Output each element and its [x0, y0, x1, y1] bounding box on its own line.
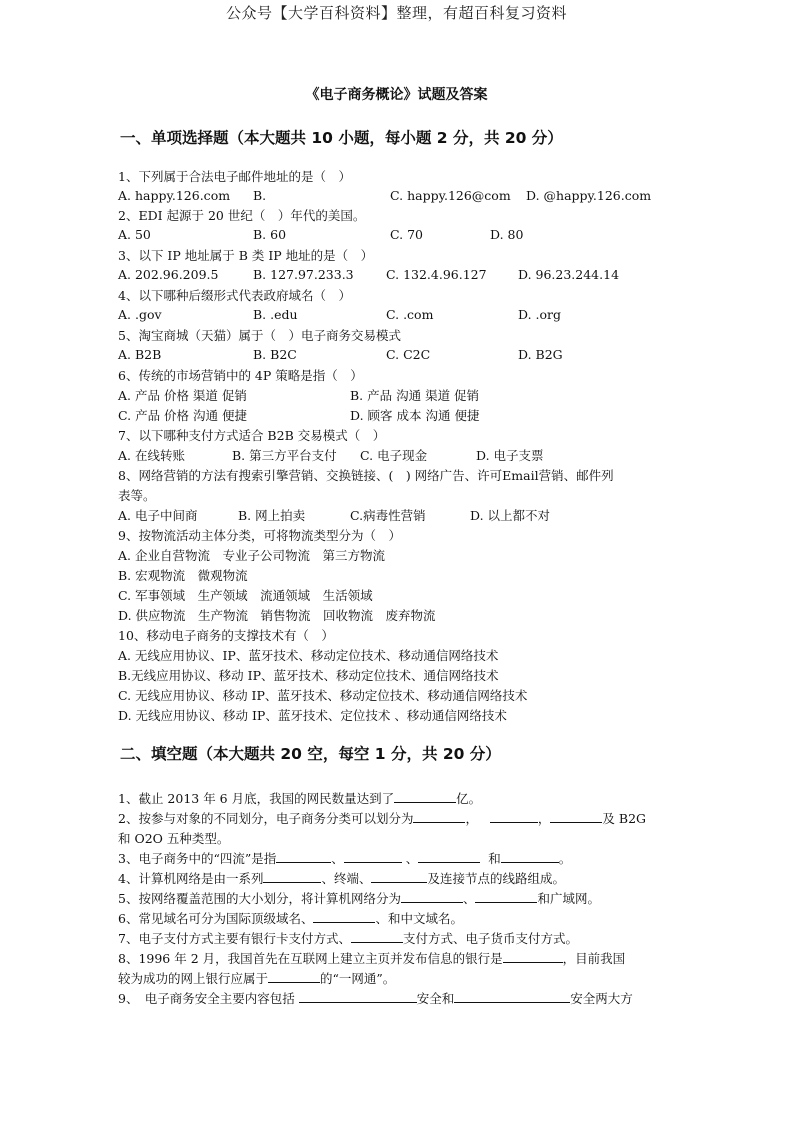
fill-1: 1、截止 2013 年 6 月底，我国的网民数量达到了 亿。 [118, 791, 482, 806]
fill-2: 2、按参与对象的不同划分，电子商务分类可以划分为 ， ， 及 B2G [118, 811, 647, 826]
q7-option-b: B. 第三方平台支付 [232, 448, 337, 463]
q7-option-d: D. 电子支票 [476, 448, 544, 463]
q1-option-c: C. happy.126@com [390, 188, 511, 203]
q1-option-b: B. [253, 188, 267, 203]
q2-option-d: D. 80 [490, 227, 524, 242]
fill-7: 7、电子支付方式主要有银行卡支付方式、 支付方式、电子货币支付方式。 [118, 931, 578, 946]
q8-text-line2: 表等。 [118, 488, 156, 503]
q6-option-a: A. 产品 价格 渠道 促销 [118, 388, 247, 403]
q9-text: 9、按物流活动主体分类，可将物流类型分为（ ） [118, 528, 401, 543]
q3-option-b: B. 127.97.233.3 [253, 267, 354, 282]
fill-9-blank-1[interactable] [299, 990, 417, 1003]
q1-option-a: A. happy.126.com [118, 188, 231, 203]
q8-text-line1: 8、网络营销的方法有搜索引擎营销、交换链接、( ) 网络广告、许可Email营销、邮件列 [118, 468, 614, 483]
section-2-heading: 二、填空题（本大题共 20 空，每空 1 分，共 20 分） [120, 745, 501, 763]
fill-5: 5、按网络覆盖范围的大小划分，将计算机网络分为 、 和广域网。 [118, 891, 600, 906]
q1-text: 1、下列属于合法电子邮件地址的是（ ） [118, 169, 351, 184]
q8-option-c: C.病毒性营销 [350, 508, 426, 523]
q9-option-b: B. 宏观物流 微观物流 [118, 568, 248, 583]
fill-2-blank-1[interactable] [413, 810, 465, 823]
q3-option-a: A. 202.96.209.5 [118, 267, 219, 282]
fill-3-blank-1[interactable] [276, 850, 331, 863]
fill-4-blank-2[interactable] [371, 870, 427, 883]
fill-5-blank-1[interactable] [401, 890, 463, 903]
fill-8: 8、1996 年 2 月，我国首先在互联网上建立主页并发布信息的银行是 ，目前我国 [118, 951, 626, 966]
q2-option-c: C. 70 [390, 227, 423, 242]
q5-text: 5、淘宝商城（天猫）属于（ ）电子商务交易模式 [118, 328, 401, 343]
page-header-watermark: 公众号【大学百科资料】整理，有超百科复习资料 [225, 4, 567, 22]
fill-7-blank-1[interactable] [351, 930, 403, 943]
q5-option-d: D. B2G [518, 347, 563, 362]
q8-option-b: B. 网上拍卖 [238, 508, 306, 523]
fill-9: 9、 电子商务安全主要内容包括 安全和 安全两大方 [118, 991, 633, 1006]
fill-3: 3、电子商务中的“四流”是指 、 、 和 。 [118, 851, 572, 866]
q9-option-c: C. 军事领域 生产领域 流通领域 生活领域 [118, 588, 373, 603]
section-1-heading: 一、单项选择题（本大题共 10 小题，每小题 2 分，共 20 分） [120, 129, 563, 147]
q8-option-a: A. 电子中间商 [118, 508, 198, 523]
q3-text: 3、以下 IP 地址属于 B 类 IP 地址的是（ ） [118, 248, 374, 263]
fill-9-blank-2[interactable] [454, 990, 570, 1003]
q4-option-a: A. .gov [118, 307, 162, 322]
fill-3-blank-3[interactable] [418, 850, 480, 863]
q5-option-b: B. B2C [253, 347, 297, 362]
fill-2-line2: 和 O2O 五种类型。 [118, 831, 230, 846]
q2-option-a: A. 50 [118, 227, 151, 242]
fill-8-blank-1[interactable] [503, 950, 563, 963]
q10-option-b: B.无线应用协议、移动 IP、蓝牙技术、移动定位技术、通信网络技术 [118, 668, 499, 683]
q9-option-a: A. 企业自营物流 专业子公司物流 第三方物流 [118, 548, 385, 563]
fill-5-blank-2[interactable] [475, 890, 537, 903]
q9-option-d: D. 供应物流 生产物流 销售物流 回收物流 废弃物流 [118, 608, 436, 623]
q2-option-b: B. 60 [253, 227, 287, 242]
fill-6-blank-1[interactable] [313, 910, 375, 923]
fill-8-line2: 较为成功的网上银行应属于 的“一网通”。 [118, 971, 396, 986]
q8-option-d: D. 以上都不对 [470, 508, 551, 523]
q10-option-c: C. 无线应用协议、移动 IP、蓝牙技术、移动定位技术、移动通信网络技术 [118, 688, 528, 703]
fill-3-blank-2[interactable] [344, 850, 402, 863]
fill-2-blank-3[interactable] [550, 810, 602, 823]
q6-option-c: C. 产品 价格 沟通 便捷 [118, 408, 247, 423]
q7-text: 7、以下哪种支付方式适合 B2B 交易模式（ ） [118, 428, 386, 443]
fill-1-blank[interactable] [394, 790, 456, 803]
q4-option-b: B. .edu [253, 307, 298, 322]
q4-option-d: D. .org [518, 307, 561, 322]
q1-option-d: D. @happy.126.com [526, 188, 652, 203]
fill-6: 6、常见域名可分为国际顶级域名、 、和中文域名。 [118, 911, 463, 926]
q10-option-d: D. 无线应用协议、移动 IP、蓝牙技术、定位技术 、移动通信网络技术 [118, 708, 507, 723]
document-title: 《电子商务概论》试题及答案 [305, 87, 488, 103]
q4-text: 4、以下哪种后缀形式代表政府域名（ ） [118, 288, 351, 303]
q5-option-c: C. C2C [386, 347, 431, 362]
q4-option-c: C. .com [386, 307, 434, 322]
fill-2-blank-2[interactable] [490, 810, 538, 823]
q2-text: 2、EDI 起源于 20 世纪（ ）年代的美国。 [118, 208, 366, 223]
q5-option-a: A. B2B [118, 347, 162, 362]
fill-4-blank-1[interactable] [263, 870, 321, 883]
fill-8-blank-2[interactable] [268, 970, 320, 983]
q10-option-a: A. 无线应用协议、IP、蓝牙技术、移动定位技术、移动通信网络技术 [118, 648, 499, 663]
q7-option-c: C. 电子现金 [360, 448, 428, 463]
fill-4: 4、计算机网络是由一系列 、终端、 及连接节点的线路组成。 [118, 871, 565, 886]
q7-option-a: A. 在线转账 [118, 448, 185, 463]
q3-option-d: D. 96.23.244.14 [518, 267, 620, 282]
q6-text: 6、传统的市场营销中的 4P 策略是指（ ） [118, 368, 363, 383]
fill-3-blank-4[interactable] [501, 850, 559, 863]
q10-text: 10、移动电子商务的支撑技术有（ ） [118, 628, 334, 643]
q3-option-c: C. 132.4.96.127 [386, 267, 487, 282]
q6-option-b: B. 产品 沟通 渠道 促销 [350, 388, 480, 403]
q6-option-d: D. 顾客 成本 沟通 便捷 [350, 408, 480, 423]
